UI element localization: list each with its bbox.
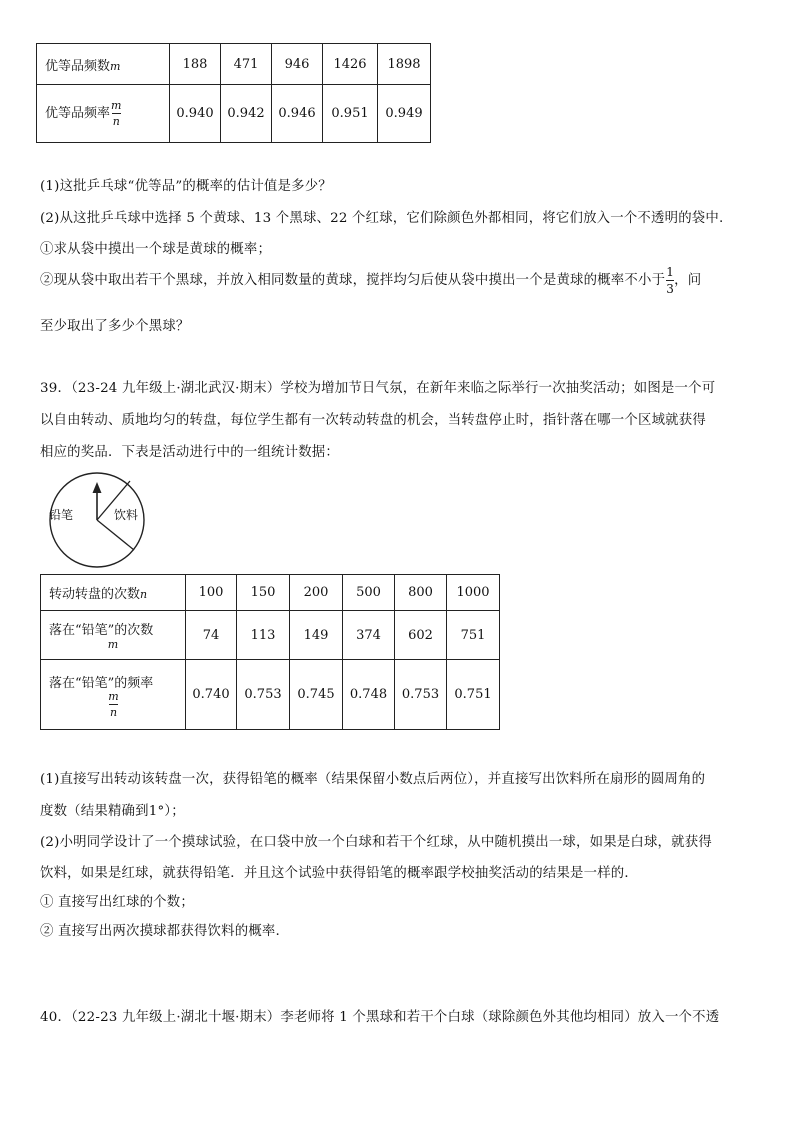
table-cell: 200 [290, 575, 343, 611]
table-cell: 751 [447, 611, 500, 660]
table-row [37, 44, 431, 85]
table-cell: 602 [395, 611, 447, 660]
table-cell: 113 [237, 611, 290, 660]
table-cell: 0.751 [447, 660, 500, 730]
table-row [37, 85, 431, 143]
q39-stem-line2: 以自由转动、质地均匀的转盘，每位学生都有一次转动转盘的机会，当转盘停止时，指针落在哪一个区域就获得 [40, 413, 706, 428]
table-cell: 946 [272, 44, 323, 85]
table-cell: 1000 [447, 575, 500, 611]
q38-sub2-line2: 至少取出了多少个黑球？ [40, 319, 190, 334]
table-row [41, 660, 500, 730]
q38-part2: (2)从这批乒乓球中选择 5 个黄球、13 个黑球、22 个红球，它们除颜色外都相同，将它们放入一个不透明的袋中. [40, 211, 724, 226]
spinner-label-pencil: 铅笔 [49, 508, 74, 522]
table-cell: 0.940 [170, 85, 221, 143]
table-cell: 500 [343, 575, 395, 611]
table-row [41, 611, 500, 660]
table-cell: 800 [395, 575, 447, 611]
q39-part2-sub2: ② 直接写出两次摸球都获得饮料的概率. [40, 924, 280, 939]
q39-part2-line1: (2)小明同学设计了一个摸球试验，在口袋中放一个白球和若干个红球，从中随机摸出一球，如果是白球，就获得 [40, 835, 712, 850]
table-cell: 74 [186, 611, 237, 660]
q39-stem-line1: 39．（23-24 九年级上·湖北武汉·期末）学校为增加节日气氛，在新年来临之际举行一次抽奖活动；如图是一个可 [40, 381, 716, 396]
table-row-label: 转动转盘的次数n [41, 575, 186, 611]
table-cell: 0.951 [323, 85, 378, 143]
table-cell: 0.949 [378, 85, 431, 143]
arrow-up-icon [93, 482, 102, 493]
table-row-label: 落在“铅笔”的频率 $\frac{m}{n}$ [41, 660, 186, 730]
q39-part2-sub1: ① 直接写出红球的个数； [40, 895, 194, 910]
table-row [41, 575, 500, 611]
table-cell: 1426 [323, 44, 378, 85]
q39-part1-line2: 度数（结果精确到1°）； [40, 804, 185, 819]
spinner-stats-table [40, 574, 500, 730]
table-row-label: 落在“铅笔”的次数 m [41, 611, 186, 660]
spinner-label-drink: 饮料 [114, 508, 139, 522]
table-cell: 0.745 [290, 660, 343, 730]
table-cell: 471 [221, 44, 272, 85]
table-row-label: 优等品频数m [37, 44, 170, 85]
table-cell: 1898 [378, 44, 431, 85]
spinner-figure [44, 468, 174, 570]
table-cell: 100 [186, 575, 237, 611]
q39-part2-line2: 饮料，如果是红球，就获得铅笔．并且这个试验中获得铅笔的概率跟学校抽奖活动的结果是一样的． [40, 866, 638, 881]
q38-sub1: ①求从袋中摸出一个球是黄球的概率； [40, 242, 272, 257]
q40-stem-line1: 40．（22-23 九年级上·湖北十堰·期末）李老师将 1 个黑球和若干个白球（球除颜色外其他均相同）放入一个不透 [40, 1010, 720, 1025]
table-cell: 188 [170, 44, 221, 85]
q39-part1-line1: (1)直接写出转动该转盘一次，获得铅笔的概率（结果保留小数点后两位），并直接写出饮料所在扇形的圆周角的 [40, 772, 706, 787]
table-cell: 0.753 [237, 660, 290, 730]
table-cell: 0.748 [343, 660, 395, 730]
fraction-one-third: $\frac{1}{3}$ [666, 265, 675, 296]
table-cell: 149 [290, 611, 343, 660]
q38-sub2: ②现从袋中取出若干个黑球，并放入相同数量的黄球，搅拌均匀后使从袋中摸出一个是黄球的概率不小于 $\frac{1}{3}$ ，问 [40, 265, 702, 296]
quality-frequency-table [36, 43, 431, 143]
table-cell: 150 [237, 575, 290, 611]
spinner-divider-lower [97, 520, 134, 550]
table-row-label: 优等品频率 $\frac{m}{n}$ [37, 85, 170, 143]
q39-stem-line3: 相应的奖品．下表是活动进行中的一组统计数据： [40, 445, 339, 460]
table-cell: 0.740 [186, 660, 237, 730]
table-cell: 0.942 [221, 85, 272, 143]
table-cell: 0.946 [272, 85, 323, 143]
table-cell: 374 [343, 611, 395, 660]
q38-part1: (1)这批乒乓球“优等品”的概率的估计值是多少？ [40, 179, 332, 194]
table-cell: 0.753 [395, 660, 447, 730]
